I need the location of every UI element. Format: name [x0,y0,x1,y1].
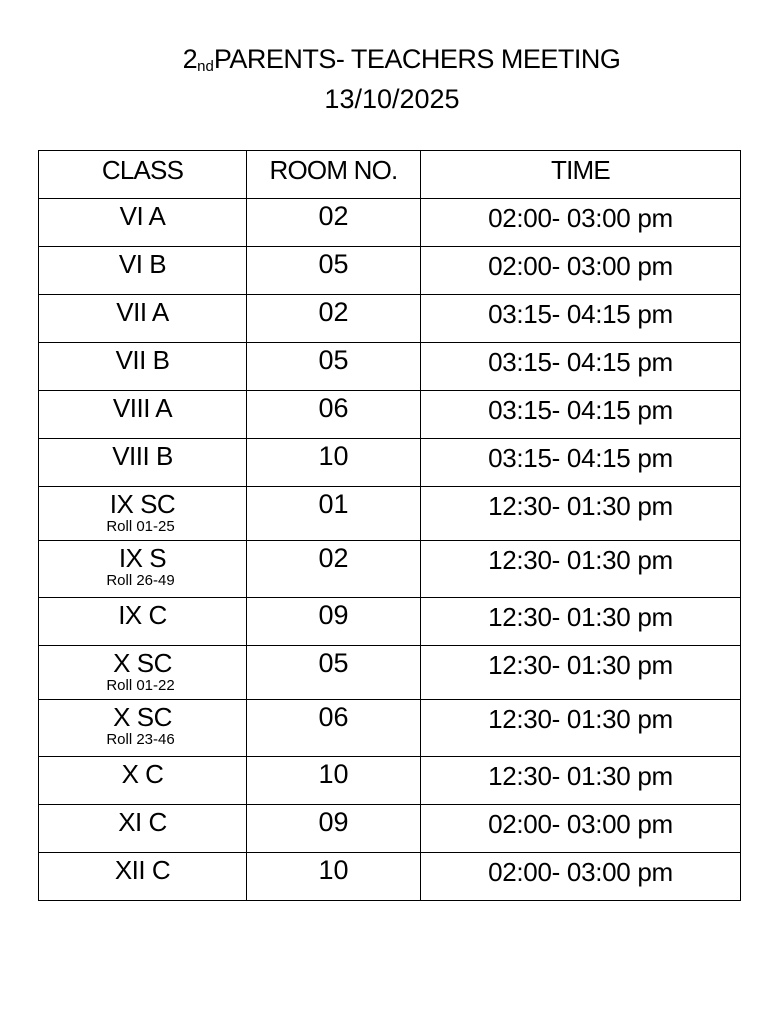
class-cell [39,700,247,757]
room-cell [247,646,421,700]
title-ordinal: 2 [182,44,198,74]
class-name: X C [121,759,164,789]
room-cell [247,391,421,439]
table-row [39,646,741,700]
room-number: 10 [318,855,349,885]
room-cell [247,853,421,901]
table-header-row [39,151,741,199]
meeting-date: 13/10/2025 [324,84,460,114]
table-row [39,487,741,541]
table-row [39,853,741,901]
room-cell [247,541,421,598]
class-cell [39,853,247,901]
room-cell [247,247,421,295]
class-name: VIII B [112,441,173,471]
time-cell [421,295,741,343]
room-cell [247,805,421,853]
time-slot: 12:30- 01:30 pm [488,602,673,632]
class-name: IX SC [109,489,176,519]
time-slot: 12:30- 01:30 pm [488,650,673,680]
room-number: 09 [318,600,349,630]
table-row [39,295,741,343]
room-number: 02 [318,297,349,327]
time-slot: 03:15- 04:15 pm [488,299,673,329]
time-cell [421,487,741,541]
time-cell [421,541,741,598]
class-cell [39,439,247,487]
class-cell [39,391,247,439]
time-slot: 02:00- 03:00 pm [488,251,673,281]
roll-range: Roll 26-49 [106,572,175,589]
class-name: IX S [118,543,167,573]
table-row [39,805,741,853]
room-number: 05 [318,345,349,375]
time-slot: 02:00- 03:00 pm [488,203,673,233]
class-name: X SC [113,702,172,732]
room-cell [247,757,421,805]
class-name: VII A [116,297,169,327]
time-slot: 03:15- 04:15 pm [488,347,673,377]
column-header-time: TIME [421,151,741,199]
table-row [39,247,741,295]
room-number: 09 [318,807,349,837]
title-text: PARENTS- TEACHERS MEETING [213,44,621,74]
table-row [39,700,741,757]
class-cell [39,295,247,343]
roll-range: Roll 01-25 [106,518,175,535]
time-cell [421,757,741,805]
title-ordinal-suffix: nd [197,58,214,75]
time-cell [421,247,741,295]
room-number: 06 [318,702,349,732]
column-header-room: ROOM NO. [247,151,421,199]
room-number: 10 [318,759,349,789]
room-cell [247,295,421,343]
time-slot: 12:30- 01:30 pm [488,545,673,575]
roll-range: Roll 01-22 [106,677,175,694]
room-number: 06 [318,393,349,423]
table-row [39,391,741,439]
room-number: 02 [318,201,349,231]
table-row [39,343,741,391]
table-row [39,439,741,487]
class-name: VII B [115,345,170,375]
page-title [0,41,768,85]
class-name: XI C [118,807,167,837]
table-row [39,199,741,247]
table-body [39,199,741,901]
class-cell [39,247,247,295]
class-cell [39,646,247,700]
room-number: 10 [318,441,349,471]
class-name: VI A [119,201,166,231]
time-slot: 12:30- 01:30 pm [488,761,673,791]
room-cell [247,700,421,757]
room-number: 01 [318,489,349,519]
time-cell [421,391,741,439]
time-cell [421,646,741,700]
class-cell [39,343,247,391]
class-name: VI B [118,249,167,279]
time-cell [421,343,741,391]
room-cell [247,439,421,487]
class-cell [39,598,247,646]
time-slot: 12:30- 01:30 pm [488,491,673,521]
table-row [39,757,741,805]
room-number: 02 [318,543,349,573]
room-cell [247,343,421,391]
class-cell [39,487,247,541]
time-cell [421,700,741,757]
room-cell [247,487,421,541]
room-number: 05 [318,648,349,678]
class-name: XII C [114,855,171,885]
room-number: 05 [318,249,349,279]
column-header-class: CLASS [39,151,247,199]
class-name: IX C [118,600,167,630]
table-row [39,598,741,646]
class-name: X SC [113,648,172,678]
table-row [39,541,741,598]
class-cell [39,199,247,247]
time-slot: 03:15- 04:15 pm [488,395,673,425]
room-cell [247,199,421,247]
class-name: VIII A [112,393,173,423]
time-slot: 02:00- 03:00 pm [488,809,673,839]
class-cell [39,805,247,853]
time-slot: 02:00- 03:00 pm [488,857,673,887]
schedule-table [38,150,741,901]
class-cell [39,541,247,598]
time-slot: 12:30- 01:30 pm [488,704,673,734]
time-cell [421,598,741,646]
time-cell [421,199,741,247]
class-cell [39,757,247,805]
time-cell [421,853,741,901]
time-slot: 03:15- 04:15 pm [488,443,673,473]
room-cell [247,598,421,646]
time-cell [421,805,741,853]
roll-range: Roll 23-46 [106,731,175,748]
time-cell [421,439,741,487]
